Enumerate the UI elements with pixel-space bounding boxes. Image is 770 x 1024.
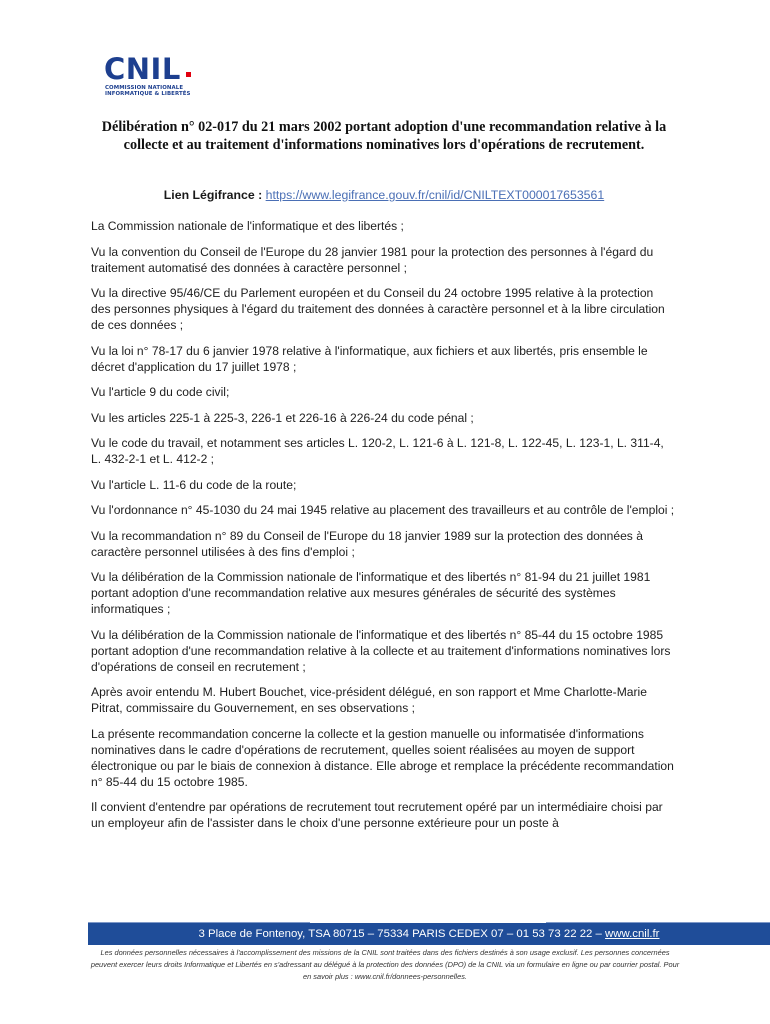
- paragraph: Vu la loi n° 78-17 du 6 janvier 1978 relative à l'informatique, aux fichiers et aux libertés, pris ensemble le décret d'application du 17 juillet 1978 ;: [91, 343, 648, 374]
- paragraph: Après avoir entendu M. Hubert Bouchet, vice-président délégué, en son rapport et Mme Charlotte-Marie Pitrat, commissaire du Gouvernement, en ses observations ;: [91, 685, 647, 715]
- footer-address-text: 3 Place de Fontenoy, TSA 80715 – 75334 PARIS CEDEX 07 – 01 53 73 22 22 –: [198, 928, 606, 940]
- logo-tagline-line2: INFORMATIQUE & LIBERTÉS: [105, 91, 191, 98]
- footer-address: [88, 923, 770, 945]
- paragraph: Vu l'article L. 11-6 du code de la route;: [91, 477, 297, 492]
- legifrance-link-line: [88, 187, 680, 203]
- paragraph: Vu la convention du Conseil de l'Europe du 28 janvier 1981 pour la protection des personnes à l'égard du traitement automatisé des données à caractère personnel ;: [91, 244, 654, 275]
- footer-website-link[interactable]: www.cnil.fr: [605, 928, 660, 940]
- paragraph: Vu la recommandation n° 89 du Conseil de l'Europe du 18 janvier 1989 sur la protection des données à caractère personnel utilisées à des fins d'emploi ;: [91, 528, 643, 559]
- paragraph: Vu les articles 225-1 à 225-3, 226-1 et 226-16 à 226-24 du code pénal ;: [91, 410, 474, 425]
- paragraph: Vu l'ordonnance n° 45-1030 du 24 mai 1945 relative au placement des travailleurs et au contrôle de l'emploi ;: [91, 503, 675, 517]
- paragraph: Il convient d'entendre par opérations de recrutement tout recrutement opéré par un intermédiaire choisi par un employeur afin de l'assister dans le choix d'une personne extérieure pour un poste à: [91, 800, 663, 830]
- logo-red-dot: [186, 72, 191, 77]
- logo-tagline: [105, 85, 191, 97]
- footer-tab-edge: [88, 913, 770, 923]
- legifrance-link[interactable]: https://www.legifrance.gouv.fr/cnil/id/CNILTEXT000017653561: [265, 188, 605, 202]
- paragraph: La Commission nationale de l'informatique et des libertés ;: [91, 219, 404, 233]
- paragraph: Vu la délibération de la Commission nationale de l'informatique et des libertés n° 85-44 du 15 octobre 1985 portant adoption d'une recommandation relative à la collecte et au traitement d'informations nominatives lors d'opérations de conseil en recrutement ;: [91, 627, 671, 674]
- logo-wordmark: CNIL: [104, 52, 181, 86]
- logo-tagline-line1: COMMISSION NATIONALE: [105, 85, 184, 91]
- paragraph: La présente recommandation concerne la collecte et la gestion manuelle ou informatisée d'informations nominatives dans le cadre d'opérations de recrutement, quelles soient réalisées au moyen de support électronique ou par le biais de connexion à distance. Elle abroge et remplace la précédente recommandation n° 85-44 du 15 octobre 1985.: [91, 726, 674, 789]
- paragraph: Vu le code du travail, et notamment ses articles L. 120-2, L. 121-6 à L. 121-8, L. 122-45, L. 123-1, L. 311-4, L. 432-2-1 et L. 412-2 ;: [91, 436, 664, 466]
- legifrance-label: Lien Légifrance :: [163, 188, 263, 202]
- document-body: [91, 218, 676, 841]
- paragraph: Vu la directive 95/46/CE du Parlement européen et du Conseil du 24 octobre 1995 relative à la protection des personnes physiques à l'égard du traitement des données à caractère personnel et à la libre circulation de ces données ;: [91, 286, 665, 332]
- privacy-notice: Les données personnelles nécessaires à l'accomplissement des missions de la CNIL sont traitées dans des fichiers destinés à son usage exclusif. Les personnes concernées peuvent exercer leurs droits Informatique et Libertés en s'adressant au délégué à la protection des données (DPO) de la CNIL via un formulaire en ligne ou par courrier postal. Pour en savoir plus : www.cnil.fr/donnees-personnelles.: [90, 948, 680, 981]
- document-title: Délibération n° 02-017 du 21 mars 2002 portant adoption d'une recommandation relative à la collecte et au traitement d'informations nominatives lors d'opérations de recrutement.: [101, 119, 667, 153]
- paragraph: Vu la délibération de la Commission nationale de l'informatique et des libertés n° 81-94 du 21 juillet 1981 portant adoption d'une recommandation relative aux mesures générales de sécurité des systèmes informatiques ;: [91, 570, 651, 616]
- paragraph: Vu l'article 9 du code civil;: [91, 385, 230, 399]
- cnil-logo: [104, 54, 224, 104]
